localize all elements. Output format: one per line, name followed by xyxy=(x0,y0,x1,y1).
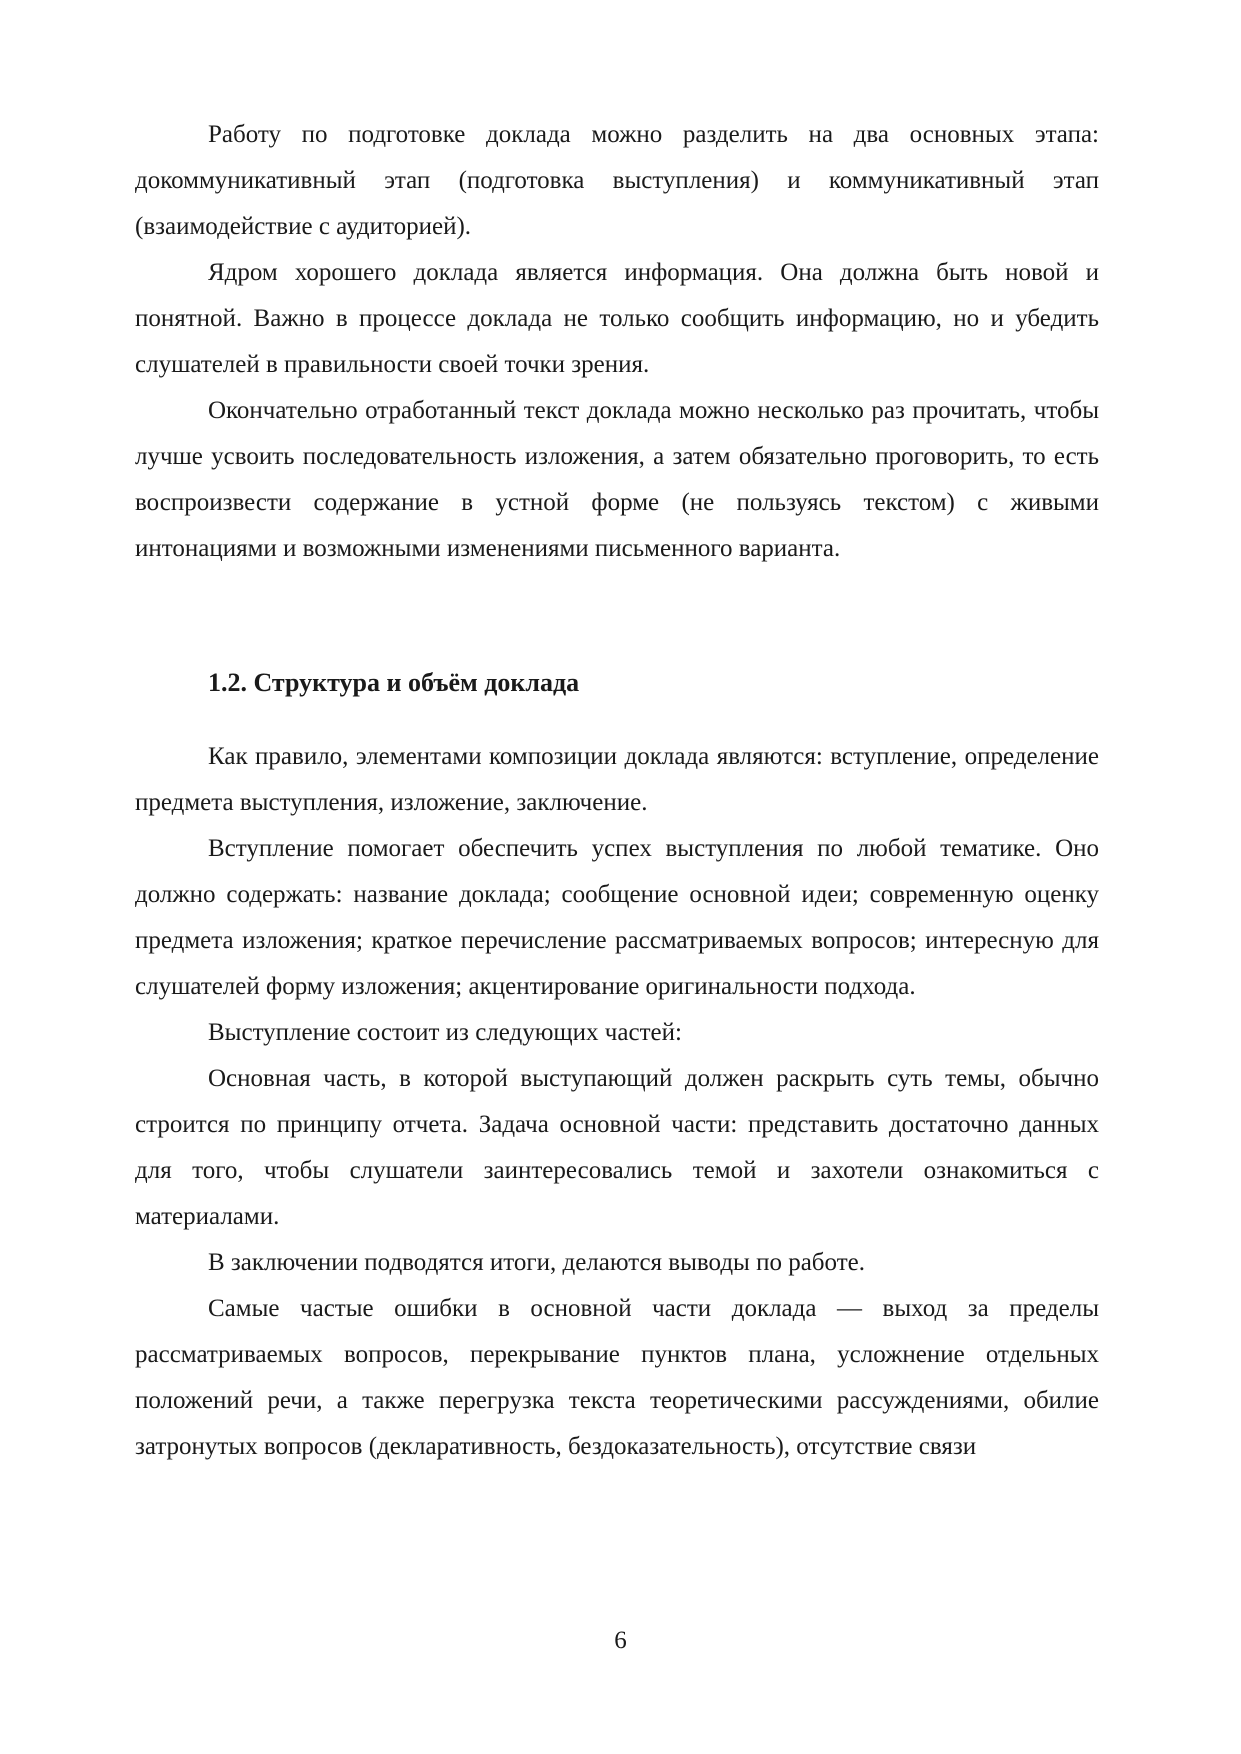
body-text-section-intro xyxy=(135,112,1099,572)
page-number: 6 xyxy=(614,1627,627,1654)
paragraph-main-part: Основная часть, в которой выступающий должен раскрыть суть темы, обычно строится по принципу отчета. Задача основной части: представить достаточно данных для того, чтобы слушатели заинтересовались темой и захотели ознакомиться с материалами. xyxy=(135,1065,1099,1230)
paragraph-report-rehearsal: Окончательно отработанный текст доклада можно несколько раз прочитать, чтобы лучше усвоить последовательность изложения, а затем обязательно проговорить, то есть воспроизвести содержание в устной форме (не пользуясь текстом) с живыми интонациями и возможными изменениями письменного варианта. xyxy=(135,397,1099,562)
paragraph-report-core: Ядром хорошего доклада является информация. Она должна быть новой и понятной. Важно в процессе доклада не только сообщить информацию, но и убедить слушателей в правильности своей точки зрения. xyxy=(135,259,1099,378)
body-text-section-structure xyxy=(135,734,1099,1470)
paragraph-composition-elements: Как правило, элементами композиции доклада являются: вступление, определение предмета выступления, изложение, заключение. xyxy=(135,743,1099,816)
section-heading: 1.2. Структура и объём доклада xyxy=(208,668,580,697)
paragraph-report-stages: Работу по подготовке доклада можно разделить на два основных этапа: докоммуникативный этап (подготовка выступления) и коммуникативный этап (взаимодействие с аудиторией). xyxy=(135,121,1099,240)
paragraph-introduction: Вступление помогает обеспечить успех выступления по любой тематике. Оно должно содержать: название доклада; сообщение основной идеи; современную оценку предмета изложения; краткое перечисление рассматриваемых вопросов; интересную для слушателей форму изложения; акцентирование оригинальности подхода. xyxy=(135,835,1099,1000)
paragraph-conclusion: В заключении подводятся итоги, делаются выводы по работе. xyxy=(208,1249,865,1276)
paragraph-common-mistakes: Самые частые ошибки в основной части доклада — выход за пределы рассматриваемых вопросов, перекрывание пунктов плана, усложнение отдельных положений речи, а также перегрузка текста теоретическими рассуждениями, обилие затронутых вопросов (декларативность, бездоказательность), отсутствие связи xyxy=(135,1295,1099,1460)
paragraph-parts: Выступление состоит из следующих частей: xyxy=(208,1019,682,1046)
